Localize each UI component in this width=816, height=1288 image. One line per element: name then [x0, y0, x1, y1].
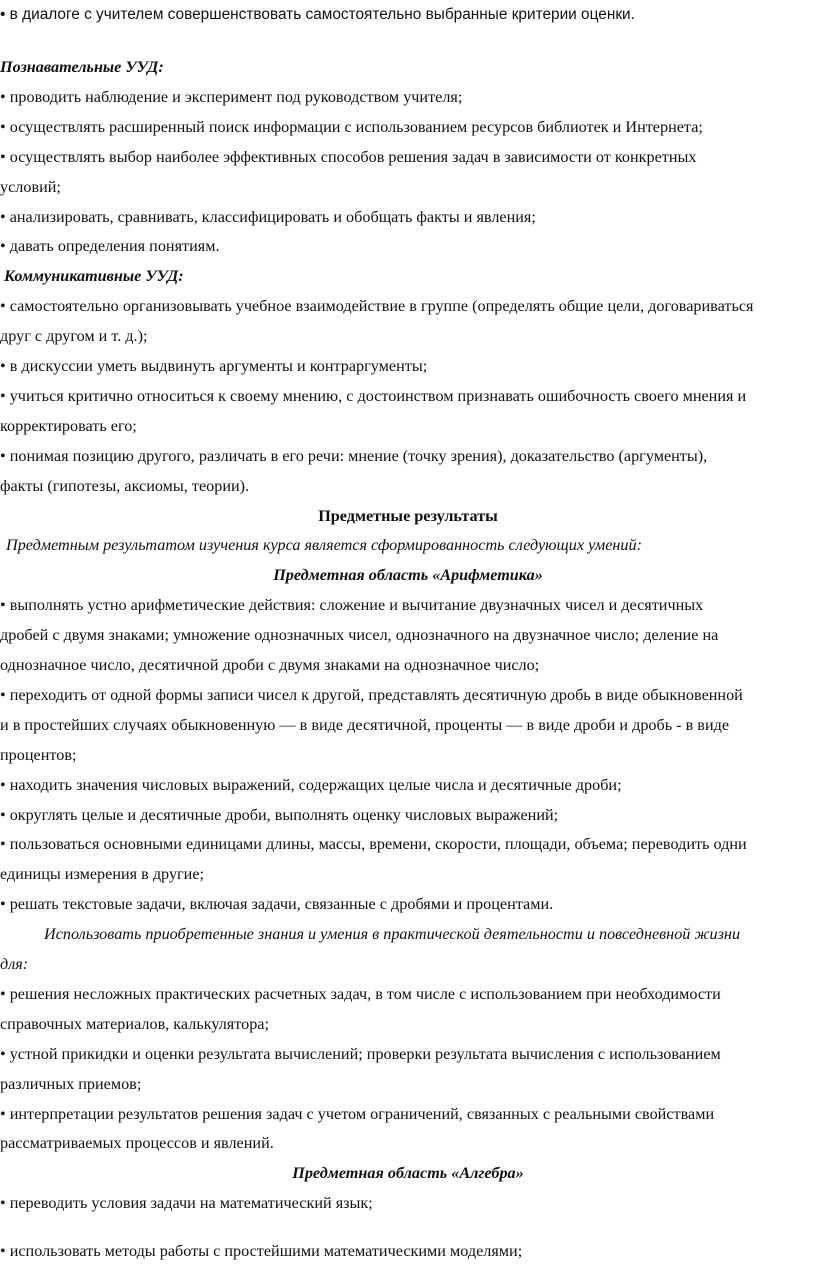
- arithmetic-heading: Предметная область «Арифметика»: [273, 566, 543, 584]
- list-item-continuation: друг с другом и т. д.);: [0, 327, 148, 345]
- list-item: • осуществлять расширенный поиск информации с использованием ресурсов библиотек и Интернета;: [0, 118, 703, 136]
- list-item-continuation: условий;: [0, 178, 61, 196]
- subject-results-heading: Предметные результаты: [318, 507, 498, 525]
- list-item: • использовать методы работы с простейшими математическими моделями;: [0, 1242, 523, 1260]
- list-item-continuation: единицы измерения в другие;: [0, 865, 205, 883]
- list-item: • самостоятельно организовывать учебное взаимодействие в группе (определять общие цели, договариваться: [0, 297, 754, 315]
- list-item-continuation: дробей с двумя знаками; умножение однозначных чисел, однозначного на двузначное число; деление на: [0, 626, 719, 644]
- list-item: • проводить наблюдение и эксперимент под руководством учителя;: [0, 88, 463, 106]
- list-item: • находить значения числовых выражений, содержащих целые числа и десятичные дроби;: [0, 776, 622, 794]
- communicative-uud-heading: Коммуникативные УУД:: [4, 267, 184, 285]
- list-item-continuation: и в простейших случаях обыкновенную — в виде десятичной, проценты — в виде дроби и дробь - в виде: [0, 716, 730, 734]
- subject-results-intro: Предметным результатом изучения курса является сформированность следующих умений:: [6, 536, 643, 554]
- list-item: • понимая позицию другого, различать в его речи: мнение (точку зрения), доказательство (аргументы),: [0, 447, 708, 465]
- list-item: • интерпретации результатов решения задач с учетом ограничений, связанных с реальными свойствами: [0, 1105, 715, 1123]
- list-item: • осуществлять выбор наиболее эффективных способов решения задач в зависимости от конкретных: [0, 148, 697, 166]
- list-item-continuation: процентов;: [0, 746, 77, 764]
- paragraph-line: • в диалоге с учителем совершенствовать самостоятельно выбранные критерии оценки.: [0, 6, 635, 23]
- list-item-continuation: рассматриваемых процессов и явлений.: [0, 1134, 274, 1152]
- use-knowledge-intro: Использовать приобретенные знания и умения в практической деятельности и повседневной жизни: [44, 925, 741, 943]
- list-item: • устной прикидки и оценки результата вычислений; проверки результата вычисления с использованием: [0, 1045, 721, 1063]
- list-item: • давать определения понятиям.: [0, 237, 220, 255]
- list-item: • учиться критично относиться к своему мнению, с достоинством признавать ошибочность своего мнения и: [0, 387, 747, 405]
- list-item: • анализировать, сравнивать, классифицировать и обобщать факты и явления;: [0, 208, 536, 226]
- list-item-continuation: однозначное число, десятичной дроби с двумя знаками на однозначное число;: [0, 656, 540, 674]
- list-item: • решения несложных практических расчетных задач, в том числе с использованием при необходимости: [0, 985, 721, 1003]
- cognitive-uud-heading: Познавательные УУД:: [0, 58, 164, 76]
- list-item-continuation: справочных материалов, калькулятора;: [0, 1015, 269, 1033]
- list-item: • округлять целые и десятичные дроби, выполнять оценку числовых выражений;: [0, 806, 559, 824]
- algebra-heading: Предметная область «Алгебра»: [292, 1164, 524, 1182]
- list-item: • решать текстовые задачи, включая задачи, связанные с дробями и процентами.: [0, 895, 554, 913]
- list-item: • пользоваться основными единицами длины, массы, времени, скорости, площади, объема; переводить одни: [0, 835, 747, 853]
- use-knowledge-intro-continuation: для:: [0, 955, 29, 973]
- list-item: • в дискуссии уметь выдвинуть аргументы и контраргументы;: [0, 357, 428, 375]
- list-item: • выполнять устно арифметические действия: сложение и вычитание двузначных чисел и десятичных: [0, 596, 704, 614]
- list-item-continuation: различных приемов;: [0, 1075, 142, 1093]
- list-item-continuation: корректировать его;: [0, 417, 137, 435]
- list-item: • переводить условия задачи на математический язык;: [0, 1194, 373, 1212]
- list-item: • переходить от одной формы записи чисел к другой, представлять десятичную дробь в виде обыкновенной: [0, 686, 743, 704]
- list-item-continuation: факты (гипотезы, аксиомы, теории).: [0, 477, 250, 495]
